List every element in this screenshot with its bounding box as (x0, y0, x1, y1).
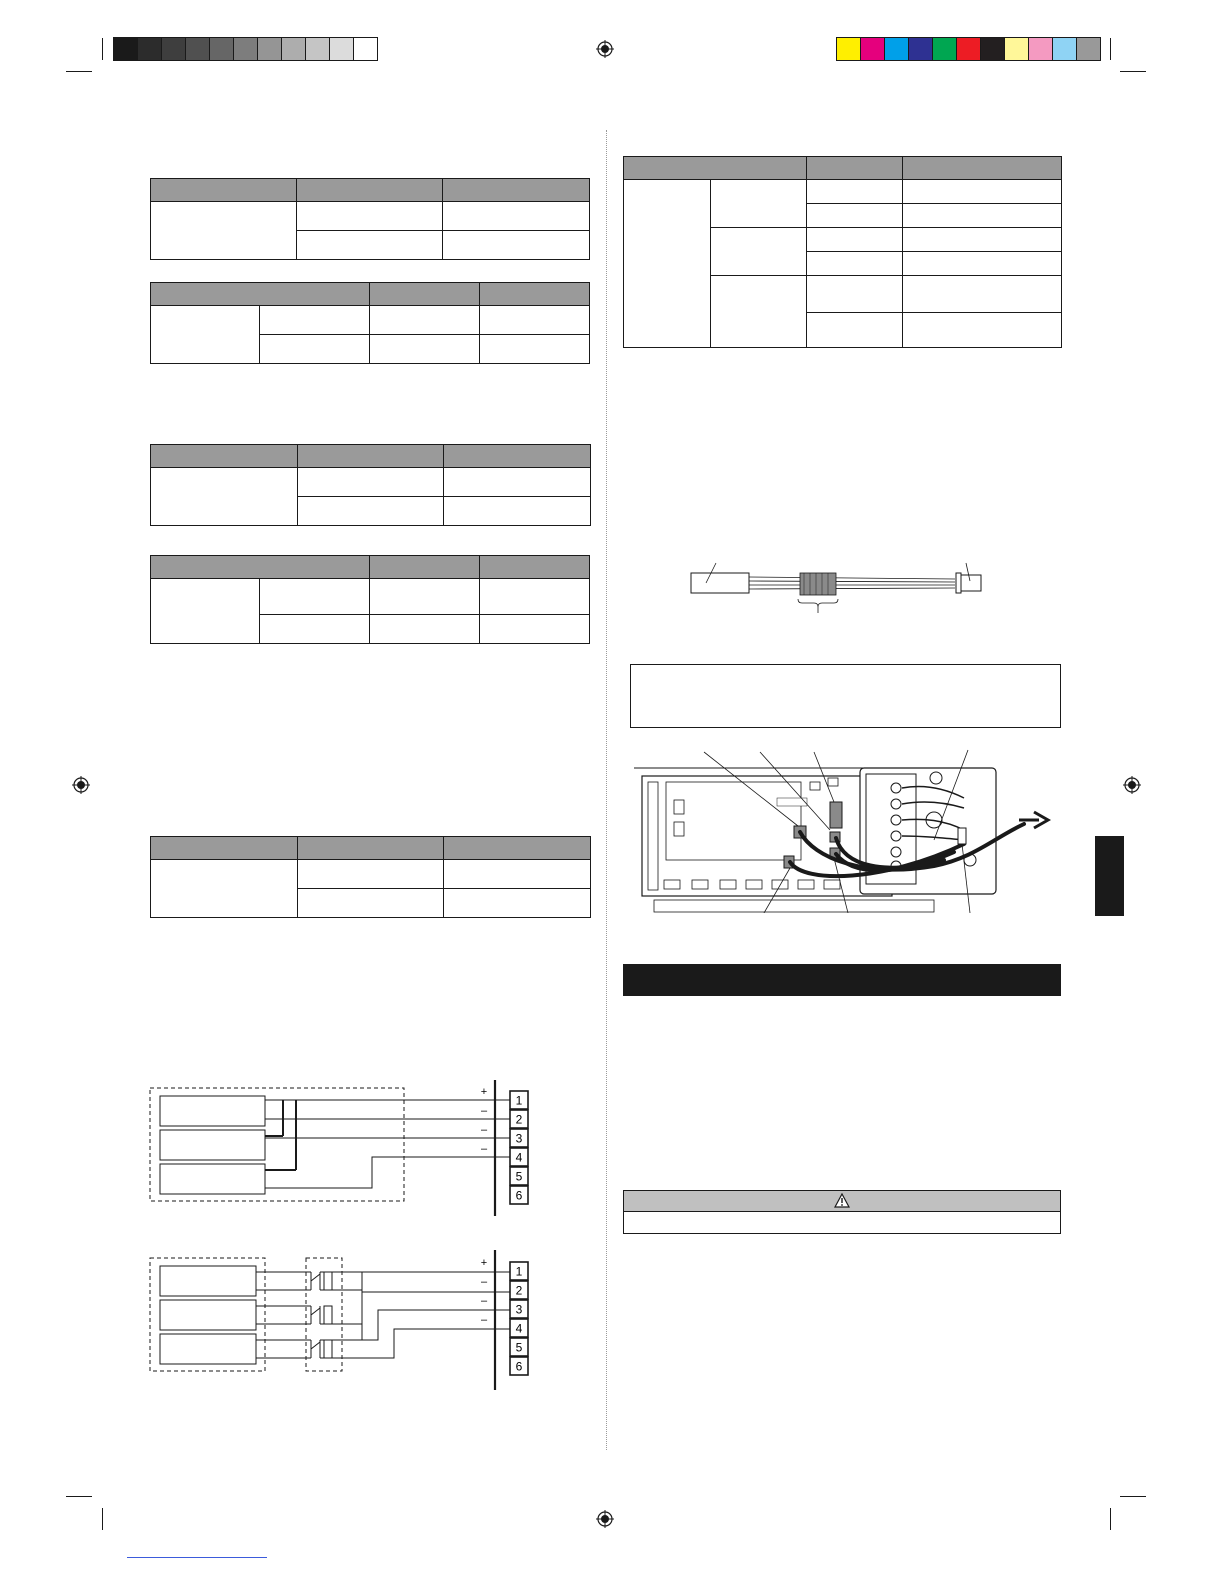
color-swatch (161, 37, 186, 61)
polarity-label: – (480, 1314, 488, 1326)
color-swatch (329, 37, 354, 61)
color-swatch (209, 37, 234, 61)
circuit-board-wiring-diagram (634, 748, 1064, 913)
terminal-number: 3 (515, 1302, 523, 1317)
terminal-number: 5 (515, 1169, 523, 1184)
column-divider (606, 130, 607, 1450)
polarity-label: – (480, 1295, 488, 1307)
terminal-number: 4 (515, 1150, 523, 1165)
terminal-number: 2 (515, 1283, 523, 1298)
color-swatch (932, 37, 957, 61)
terminal-number: 1 (515, 1093, 523, 1108)
color-swatch (233, 37, 258, 61)
spec-table-6 (623, 156, 1062, 348)
color-swatch (137, 37, 162, 61)
spec-table-1 (150, 178, 590, 260)
registration-mark-icon (1123, 776, 1141, 794)
wiring-diagram-1 (148, 1076, 538, 1218)
crop-mark (66, 1496, 92, 1497)
spec-table-4 (150, 555, 590, 644)
spec-table-5 (150, 836, 591, 918)
color-swatch (908, 37, 933, 61)
crop-mark (1120, 71, 1146, 72)
color-swatch (1052, 37, 1077, 61)
terminal-number: 6 (515, 1359, 523, 1374)
color-swatch (980, 37, 1005, 61)
terminal-number: 5 (515, 1340, 523, 1355)
color-swatch (305, 37, 330, 61)
spec-table-2 (150, 282, 590, 364)
color-swatch (113, 37, 138, 61)
registration-mark-icon (72, 776, 90, 794)
color-swatch (860, 37, 885, 61)
color-swatch (353, 37, 378, 61)
crop-mark (102, 1508, 103, 1530)
spec-table-3 (150, 444, 591, 526)
crop-mark (102, 38, 103, 60)
section-header-bar (623, 964, 1061, 996)
color-swatch (257, 37, 282, 61)
color-swatch (1076, 37, 1101, 61)
color-swatch (185, 37, 210, 61)
polarity-label: + (480, 1086, 488, 1098)
terminal-number: 2 (515, 1112, 523, 1127)
crop-mark (1110, 38, 1111, 60)
polarity-label: – (480, 1124, 488, 1136)
crop-mark (1110, 1508, 1111, 1530)
polarity-label: – (480, 1276, 488, 1288)
color-swatch (956, 37, 981, 61)
warning-header (624, 1191, 1060, 1212)
color-swatch (1028, 37, 1053, 61)
polarity-label: + (480, 1257, 488, 1269)
note-box (630, 664, 1061, 728)
wiring-diagram-2 (148, 1250, 538, 1392)
crop-mark (66, 71, 92, 72)
terminal-number: 3 (515, 1131, 523, 1146)
color-swatch (836, 37, 861, 61)
color-swatch (281, 37, 306, 61)
registration-mark-icon (596, 1510, 614, 1528)
cable-connector-diagram (680, 555, 1000, 615)
page-edge-tab (1095, 836, 1124, 916)
color-swatch (1004, 37, 1029, 61)
warning-triangle-icon (834, 1193, 850, 1208)
polarity-label: – (480, 1143, 488, 1155)
footer-rule (127, 1557, 267, 1558)
color-swatch (884, 37, 909, 61)
registration-mark-icon (596, 40, 614, 58)
polarity-label: – (480, 1105, 488, 1117)
terminal-number: 1 (515, 1264, 523, 1279)
terminal-number: 6 (515, 1188, 523, 1203)
terminal-number: 4 (515, 1321, 523, 1336)
warning-box (623, 1190, 1061, 1234)
crop-mark (1120, 1496, 1146, 1497)
